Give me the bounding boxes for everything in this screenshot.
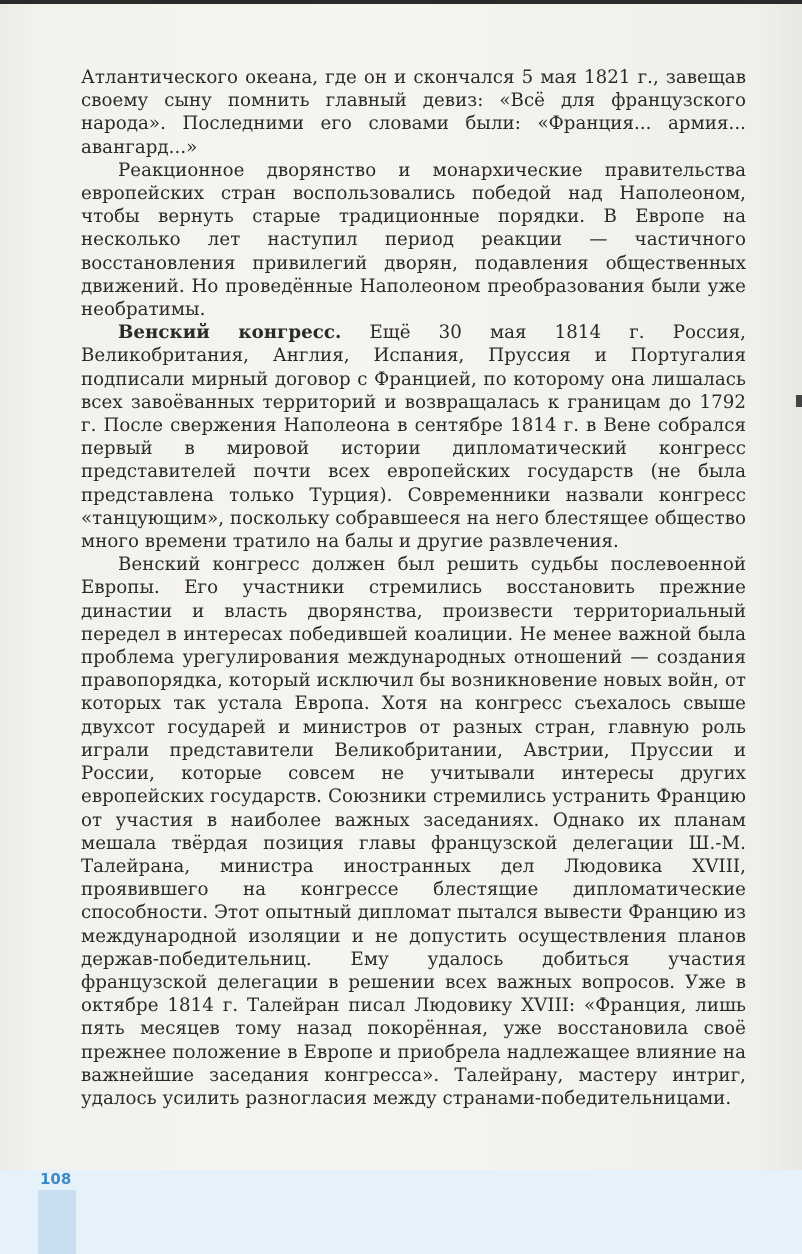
paragraph-1	[81, 66, 746, 159]
section-heading-vienna-congress: Венский конгресс.	[118, 322, 342, 344]
page-number: 108	[40, 1170, 72, 1188]
footer-band	[0, 1170, 802, 1254]
paragraph-3-text: Ещё 30 мая 1814 г. Россия, Великобритания, Англия, Испания, Пруссия и Португалия подписали мирный договор с Францией, по которому она лишалась всех завоёванных территорий и возвращалась к границам до 1792 г. После свержения Наполеона в сентябре 1814 г. в Вене собрался первый в мировой истории дипломатический конгресс представителей почти всех европейских государств (не была представлена только Турция). Современники назвали конгресс «танцующим», поскольку собравшееся на него блестящее общество много времени тратило на балы и другие развлечения.	[81, 322, 746, 553]
paragraph-4	[81, 553, 746, 1110]
paragraph-4-text: Венский конгресс должен был решить судьбы послевоенной Европы. Его участники стремились восстановить прежние династии и власть дворянства, произвести территориальный передел в интересах победившей коалиции. Не менее важной была проблема урегулирования международных отношений — создания правопорядка, который исключил бы возникновение новых войн, от которых так устала Европа. Хотя на конгресс съехалось свыше двухсот государей и министров от разных стран, главную роль играли представители Великобритании, Австрии, Пруссии и России, которые совсем не учитывали интересы других европейских государств. Союзники стремились устранить Францию от участия в наиболее важных заседаниях. Однако их планам мешала твёрдая позиция главы французской делегации Ш.-М. Талейрана, министра иностранных дел Людовика XVIII, проявившего на конгрессе блестящие дипломатические способности. Этот опытный дипломат пытался вывести Францию из международной изоляции и не допустить осуществления планов держав-победительниц. Ему удалось добиться участия французской делегации в решении всех важных вопросов. Уже в октябре 1814 г. Талейран писал Людовику XVIII: «Франция, лишь пять месяцев тому назад покорённая, уже восстановила своё прежнее положение в Европе и приобрела надлежащее влияние на важнейшие заседания конгресса». Талейрану, мастеру интриг, удалось усилить разногласия между странами-победительницами.	[81, 554, 746, 1109]
footer-side-stripe	[38, 1190, 76, 1254]
paragraph-2-text: Реакционное дворянство и монархические правительства европейских стран воспользовались победой над Наполеоном, чтобы вернуть старые традиционные порядки. В Европе на несколько лет наступил период реакции — частичного восстановления привилегий дворян, подавления общественных движений. Но проведённые Наполеоном преобразования были уже необратимы.	[81, 159, 746, 321]
body-text	[81, 66, 746, 1110]
paragraph-1-text: Атлантического океана, где он и скончался 5 мая 1821 г., завещав своему сыну помнить главный девиз: «Всё для французского народа». Последними его словами были: «Франция... армия... авангард...»	[81, 67, 746, 158]
paragraph-3	[81, 321, 746, 553]
top-edge-shadow	[0, 0, 802, 4]
page-edge-mark	[796, 395, 802, 407]
paragraph-2	[81, 159, 746, 321]
